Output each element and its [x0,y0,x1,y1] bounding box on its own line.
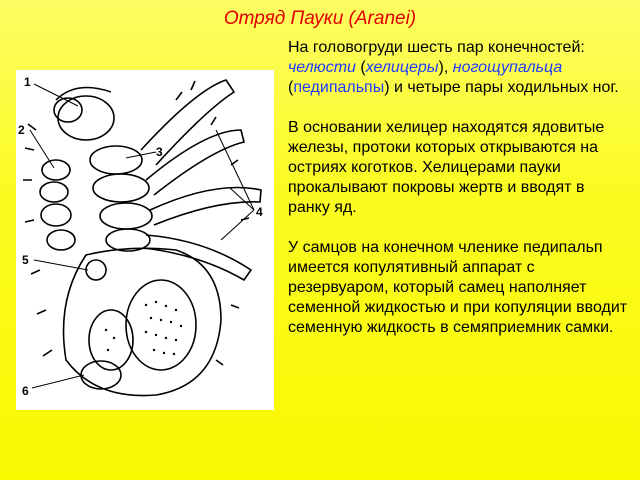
figure-label-5: 5 [22,253,29,267]
figure-label-1: 1 [24,75,31,89]
figure-label-4: 4 [256,205,263,219]
slide-title: Отряд Пауки (Aranei) [223,8,417,29]
figure-label-3: 3 [156,145,163,159]
spider-anatomy-figure [16,70,274,410]
p1-sep1: ( [355,59,366,76]
description-text [288,38,628,358]
figure-label-2: 2 [18,123,25,137]
figure-label-6: 6 [22,384,29,398]
p1-sep3: ( [288,79,294,96]
term-chelicerae: хелицеры [365,59,439,76]
p1-text-after: ) и четыре пары ходильных ног. [384,79,619,96]
term-pedipalps: педипальпы [293,79,385,96]
p1-text-before: На головогруди шесть пар конечностей: [288,39,585,56]
term-jaws: челюсти [288,59,356,76]
p1-sep2: ), [438,59,453,76]
spider-anatomy-drawing [16,70,274,410]
paragraph-limbs [288,38,628,98]
term-leg-palps: ногощупальца [452,59,563,76]
paragraph-males: У самцов на конечном членике педипальп имеется копулятивный аппарат с резервуаром, который самец наполняет семенной жидкостью и при копуляции вводит семенную жидкость в семяприемник самки. [288,239,628,336]
paragraph-venom: В основании хелицер находятся ядовитые железы, протоки которых открываются на остриях коготков. Хелицерами пауки прокалывают покровы жертв и вводят в ранку яд. [288,119,605,216]
